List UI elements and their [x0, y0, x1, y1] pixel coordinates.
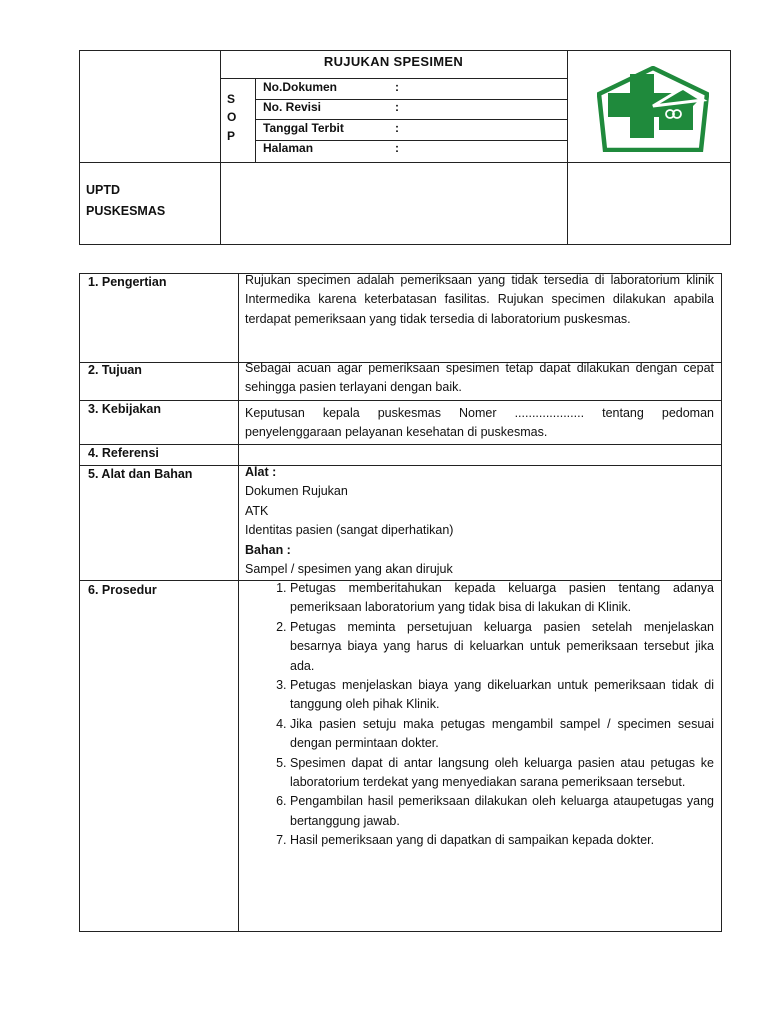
org-name-line1: UPTD	[86, 183, 121, 197]
puskesmas-logo-icon	[597, 66, 709, 152]
prosedur-step: 2. Petugas meminta persetujuan keluarga pasien setelah menjelaskan besarnya biaya yang harus di keluarkan untuk pemeriksaan tersebut jika ada.	[290, 618, 714, 676]
field-tanggal-terbit-sep: :	[395, 121, 399, 135]
section-label-referensi: 4. Referensi	[88, 446, 159, 460]
sop-column-divider	[255, 78, 256, 162]
row-divider	[79, 444, 722, 445]
sop-letter-s: S	[227, 92, 236, 106]
section-label-pengertian: 1. Pengertian	[88, 275, 167, 289]
field-halaman-label: Halaman	[263, 141, 314, 155]
section-text-tujuan: Sebagai acuan agar pemeriksaan spesimen tetap dapat dilakukan dengan cepat sehingga pasien terlayani dengan baik.	[245, 361, 714, 395]
alat-item: Identitas pasien (sangat diperhatikan)	[245, 523, 454, 538]
field-divider	[255, 119, 567, 120]
puskesmas-logo	[597, 66, 709, 152]
prosedur-steps	[238, 579, 714, 851]
section-label-prosedur: 6. Prosedur	[88, 583, 157, 597]
section-label-kebijakan: 3. Kebijakan	[88, 402, 161, 416]
row-divider	[79, 400, 722, 401]
header-row-divider	[79, 162, 731, 163]
alat-bahan-list	[245, 463, 714, 579]
header-divider-right	[567, 50, 568, 245]
prosedur-step: 3. Petugas menjelaskan biaya yang dikeluarkan untuk pemeriksaan tidak di tanggung oleh pihak Klinik.	[290, 676, 714, 715]
section-label-alat-bahan: 5. Alat dan Bahan	[88, 467, 193, 481]
sop-letter-p: P	[227, 129, 236, 143]
header-divider-left	[220, 50, 221, 245]
field-tanggal-terbit-label: Tanggal Terbit	[263, 121, 344, 135]
sop-letter-o: O	[227, 110, 237, 124]
org-name-line2: PUSKESMAS	[86, 204, 166, 218]
alat-item: Dokumen Rujukan	[245, 484, 348, 499]
field-no-revisi-label: No. Revisi	[263, 100, 322, 114]
field-halaman-sep: :	[395, 141, 399, 155]
title-divider	[220, 78, 567, 79]
prosedur-step: 5. Spesimen dapat di antar langsung oleh keluarga pasien atau petugas ke laboratorium terdekat yang menyediakan sarana pemeriksaan tersebut.	[290, 754, 714, 793]
alat-item: ATK	[245, 503, 269, 518]
prosedur-step: 7. Hasil pemeriksaan yang di dapatkan di sampaikan kepada dokter.	[290, 831, 714, 850]
section-text-kebijakan: Keputusan kepala puskesmas Nomer .................... tentang pedoman penyelenggaraan pelayanan kesehatan di puskesmas.	[245, 406, 714, 440]
prosedur-step: 6. Pengambilan hasil pemeriksaan dilakukan oleh keluarga ataupetugas yang bertanggung jawab.	[290, 792, 714, 831]
prosedur-step: 4. Jika pasien setuju maka petugas mengambil sampel / specimen sesuai dengan permintaan dokter.	[290, 715, 714, 754]
prosedur-step: 1. Petugas memberitahukan kepada keluarga pasien tentang adanya pemeriksaan laboratorium yang tidak bisa di lakukan di Klinik.	[290, 579, 714, 618]
bahan-heading: Bahan :	[245, 542, 291, 557]
section-text-pengertian: Rujukan specimen adalah pemeriksaan yang tidak tersedia di laboratorium klinik Intermedika karena keterbatasan fasilitas. Rujukan specimen dilakukan apabila terdapat pemeriksaan yang tidak tersedia di laboratorium puskesmas.	[245, 273, 714, 326]
field-no-revisi-sep: :	[395, 100, 399, 114]
field-no-dokumen-sep: :	[395, 80, 399, 94]
bahan-item: Sampel / spesimen yang akan dirujuk	[245, 562, 453, 577]
section-label-tujuan: 2. Tujuan	[88, 363, 142, 377]
document-title: RUJUKAN SPESIMEN	[323, 54, 464, 69]
alat-heading: Alat :	[245, 465, 277, 479]
field-no-dokumen-label: No.Dokumen	[263, 80, 338, 94]
